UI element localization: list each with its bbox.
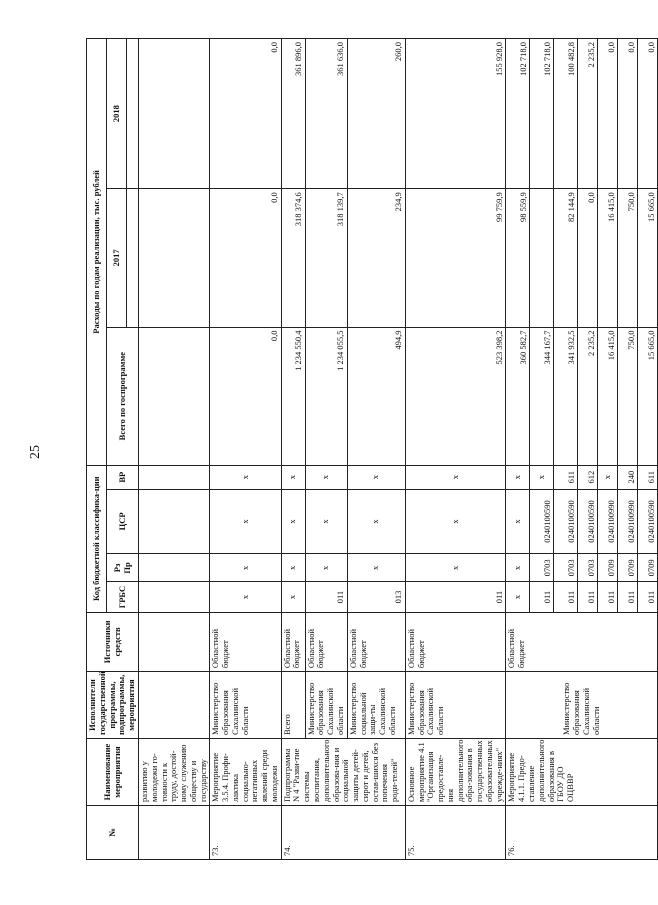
cell-vr: x	[405, 465, 506, 489]
cell-csr: x	[405, 489, 506, 554]
cell-executor: Министерство образования Сахалинской области	[210, 672, 281, 739]
cell-2018: 0,0	[618, 39, 638, 189]
cell-num: 76.	[506, 806, 658, 860]
header-csr: ЦСР	[107, 489, 139, 554]
cell-total: 750,0	[618, 327, 638, 465]
cell-grbs: x	[506, 582, 530, 612]
cell-num: 74.	[281, 806, 405, 860]
cell-vr: x	[598, 465, 618, 489]
cell-num	[139, 806, 210, 860]
cell-vr: 240	[618, 465, 638, 489]
cell-total: 344 167,7	[530, 327, 554, 465]
cell-source: Областной бюджет	[305, 612, 347, 671]
cell-source: Областной бюджет	[405, 612, 506, 671]
cell-vr: x	[305, 465, 347, 489]
cell-csr: 0240100590	[554, 489, 578, 554]
cell-csr: x	[506, 489, 530, 554]
table-row-74-total	[281, 39, 305, 860]
cell-vr	[139, 465, 210, 489]
cell-csr: 0240100990	[618, 489, 638, 554]
cell-2018: 100 482,8	[554, 39, 578, 189]
cell-vr: x	[210, 465, 281, 489]
cell-2017: 750,0	[618, 189, 638, 327]
cell-2018: 361 896,0	[281, 39, 305, 189]
cell-2018: 102 718,0	[530, 39, 554, 189]
cell-2017	[530, 189, 554, 327]
cell-source: Областной бюджет	[347, 612, 405, 671]
header-vr: ВР	[107, 465, 139, 489]
table-row-continuation	[139, 39, 210, 860]
cell-name: Мероприятие 3.5.4. Профи-лактика социально-негативных явлений среди молодежи	[210, 739, 281, 806]
cell-grbs: 011	[618, 582, 638, 612]
cell-source: Областной бюджет	[506, 612, 658, 671]
table-row-75	[405, 39, 506, 860]
rotated-table-wrapper	[86, 38, 656, 860]
cell-2018: 102 718,0	[506, 39, 530, 189]
cell-rzpr: 0709	[638, 554, 658, 582]
cell-2018: 0,0	[598, 39, 618, 189]
header-2017: 2017	[107, 189, 127, 327]
cell-csr: 0240100590	[638, 489, 658, 554]
header-executor: Исполнители государственной программы, подпрограммы, мероприятия	[87, 672, 139, 739]
cell-name: развитию у молодежи го-товности к труду, достой-ному служению обществу и государству	[139, 739, 210, 806]
cell-grbs: 011	[530, 582, 554, 612]
cell-executor: Министерство образования Сахалинской области	[305, 672, 347, 739]
header-num: №	[87, 806, 139, 860]
cell-rzpr: x	[210, 554, 281, 582]
cell-csr: x	[347, 489, 405, 554]
cell-csr: 0240100590	[578, 489, 598, 554]
cell-total: 1 234 055,5	[305, 327, 347, 465]
cell-grbs: 011	[405, 582, 506, 612]
table-row-76-line-1	[506, 39, 530, 860]
cell-total: 523 398,2	[405, 327, 506, 465]
table-row-74-ministry-social	[347, 39, 405, 860]
cell-total	[139, 327, 210, 465]
header-rzpr: Рз Пр	[107, 554, 139, 582]
header-row-1	[87, 39, 107, 860]
cell-2017: 0,0	[210, 189, 281, 327]
cell-grbs: 013	[347, 582, 405, 612]
cell-rzpr: 0703	[530, 554, 554, 582]
cell-2017: 318 374,6	[281, 189, 305, 327]
cell-total: 0,0	[210, 327, 281, 465]
cell-total: 494,9	[347, 327, 405, 465]
cell-vr: 611	[638, 465, 658, 489]
cell-rzpr: x	[347, 554, 405, 582]
cell-executor	[139, 672, 210, 739]
cell-2017: 98 559,9	[506, 189, 530, 327]
cell-2017	[139, 189, 210, 327]
cell-grbs: 011	[554, 582, 578, 612]
cell-total: 360 582,7	[506, 327, 530, 465]
cell-grbs	[139, 582, 210, 612]
cell-total: 15 665,0	[638, 327, 658, 465]
cell-name: Основное мероприятие 4.1 "Организация предоставле-ния дополнительного обра-зования в государственных образовательных учрежде-ниях"	[405, 739, 506, 806]
cell-2017: 0,0	[578, 189, 598, 327]
cell-num: 75.	[405, 806, 506, 860]
cell-2017: 15 665,0	[638, 189, 658, 327]
cell-grbs: 011	[305, 582, 347, 612]
cell-2018	[139, 39, 210, 189]
cell-2017: 234,9	[347, 189, 405, 327]
cell-2018: 0,0	[638, 39, 658, 189]
cell-2018: 0,0	[210, 39, 281, 189]
cell-grbs: x	[210, 582, 281, 612]
header-source: Источники средств	[87, 612, 139, 671]
header-grbs: ГРБС	[107, 582, 139, 612]
cell-total: 1 234 550,4	[281, 327, 305, 465]
cell-vr: x	[530, 465, 554, 489]
cell-vr: 611	[554, 465, 578, 489]
cell-csr: x	[281, 489, 305, 554]
cell-csr: x	[305, 489, 347, 554]
cell-2017: 16 415,0	[598, 189, 618, 327]
cell-2018: 361 636,0	[305, 39, 347, 189]
header-expenses: Расходы по годам реализации, тыс. рублей	[87, 39, 107, 466]
cell-vr: 612	[578, 465, 598, 489]
cell-source: Областной бюджет	[281, 612, 305, 671]
cell-2017: 99 759,9	[405, 189, 506, 327]
cell-vr: x	[506, 465, 530, 489]
cell-csr: 0240100590	[530, 489, 554, 554]
cell-rzpr: 0703	[554, 554, 578, 582]
cell-source: Областной бюджет	[210, 612, 281, 671]
cell-rzpr	[139, 554, 210, 582]
cell-2018: 2 235,2	[578, 39, 598, 189]
cell-2017: 82 144,9	[554, 189, 578, 327]
cell-vr: x	[347, 465, 405, 489]
header-2018: 2018	[107, 39, 127, 189]
cell-num: 73.	[210, 806, 281, 860]
cell-grbs: 011	[638, 582, 658, 612]
cell-rzpr: 0709	[598, 554, 618, 582]
table-row-73	[210, 39, 281, 860]
page-number: 25	[28, 445, 43, 459]
cell-2018: 155 928,0	[405, 39, 506, 189]
cell-2018: 260,0	[347, 39, 405, 189]
cell-total: 341 932,5	[554, 327, 578, 465]
cell-grbs: x	[281, 582, 305, 612]
header-name: Наименование мероприятия	[87, 739, 139, 806]
cell-name: Мероприятие 4.1.1. Предо-ставление дополнительного образования в ГБОУ ДО ОЦВВР	[506, 739, 658, 806]
header-total: Всего по госпрограмме	[107, 327, 139, 465]
cell-grbs: 011	[598, 582, 618, 612]
cell-name: Подпрограмма N 4 "Разви-тие системы воспитания, дополнительного образова-ния и социальной защиты детей-сирот и детей, остав-шихся без попечения роди-телей"	[281, 739, 405, 806]
cell-rzpr: x	[405, 554, 506, 582]
cell-2017: 318 139,7	[305, 189, 347, 327]
cell-csr	[139, 489, 210, 554]
cell-executor: Всего	[281, 672, 305, 739]
cell-total: 2 235,2	[578, 327, 598, 465]
cell-total: 16 415,0	[598, 327, 618, 465]
table-row-74-ministry-education	[305, 39, 347, 860]
cell-rzpr: x	[281, 554, 305, 582]
cell-executor: Министерство образования Сахалинской области	[506, 672, 658, 739]
cell-csr: 0240100990	[598, 489, 618, 554]
cell-rzpr: 0709	[618, 554, 638, 582]
cell-grbs: 011	[578, 582, 598, 612]
cell-source	[139, 612, 210, 671]
budget-table	[86, 38, 658, 860]
cell-rzpr: 0703	[578, 554, 598, 582]
header-budget-code: Код бюджетной классифика-ции	[87, 465, 107, 612]
cell-executor: Министерство социальной защи-ты Сахалинской области	[347, 672, 405, 739]
cell-rzpr: x	[506, 554, 530, 582]
cell-vr: x	[281, 465, 305, 489]
cell-executor: Министерство образования Сахалинской области	[405, 672, 506, 739]
cell-rzpr: x	[305, 554, 347, 582]
cell-csr: x	[210, 489, 281, 554]
